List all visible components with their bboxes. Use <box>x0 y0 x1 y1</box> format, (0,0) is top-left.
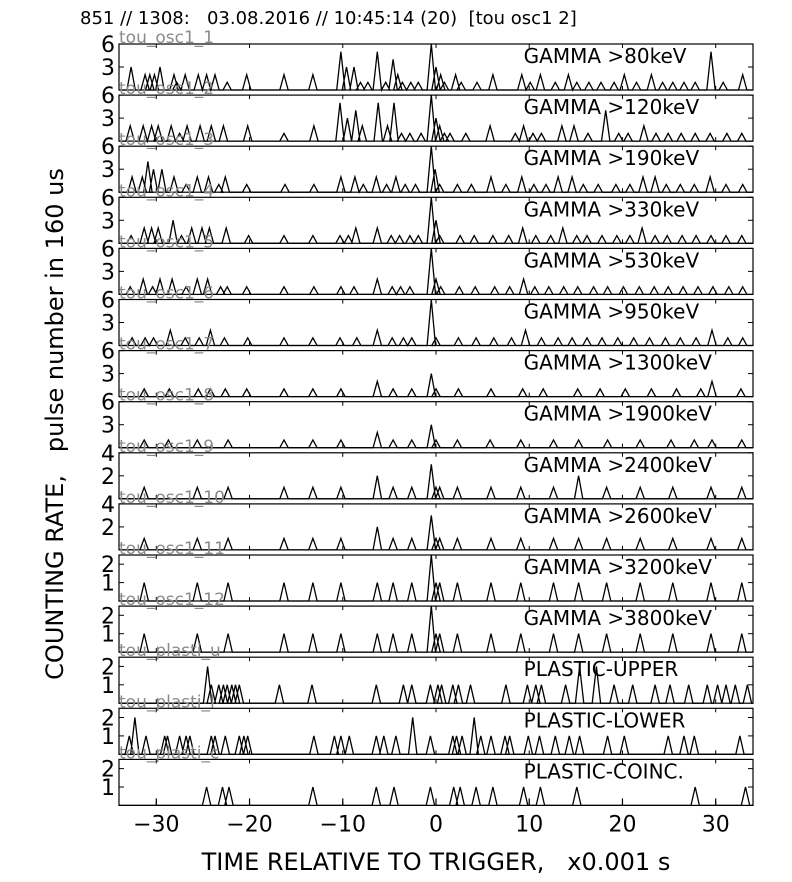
panel-channel-label: tou_plasti_l <box>119 692 215 713</box>
y-tick-label: 2 <box>101 515 115 541</box>
y-tick-label: 3 <box>101 158 115 184</box>
y-tick-label: 4 <box>101 441 115 467</box>
x-tick-label: 20 <box>608 812 637 838</box>
y-tick-label: 1 <box>101 724 115 750</box>
y-tick-label: 3 <box>101 311 115 337</box>
panel-energy-label: GAMMA >190keV <box>523 146 700 171</box>
panel-channel-label: tou_osc1_1 <box>119 28 215 48</box>
x-tick-label: 0 <box>429 812 443 838</box>
panel-channel-label: tou_osc1_2 <box>119 79 215 100</box>
y-tick-label: 6 <box>101 84 115 110</box>
panel-energy-label: GAMMA >3800keV <box>523 606 712 631</box>
panel-channel-label: tou_osc1_6 <box>119 283 215 304</box>
x-tick-label: 10 <box>515 812 544 838</box>
panel-energy-label: GAMMA >3200keV <box>523 555 712 579</box>
panel-channel-label: tou_osc1_10 <box>119 487 225 508</box>
y-tick-label: 6 <box>101 288 115 314</box>
y-tick-label: 6 <box>101 135 115 161</box>
x-tick-label: −20 <box>226 812 273 838</box>
panel-energy-label: GAMMA >2400keV <box>523 452 712 477</box>
panel-channel-label: tou_osc1_9 <box>119 436 215 457</box>
panel-channel-label: tou_osc1_7 <box>119 334 215 355</box>
panel-energy-label: GAMMA >950keV <box>523 299 700 324</box>
panel-channel-label: tou_plasti_u <box>119 641 221 662</box>
chart-header-title: 851 // 1308: 03.08.2016 // 10:45:14 (20) [tou osc1 2] <box>80 8 577 29</box>
panel-channel-label: tou_plasti_c <box>119 743 220 764</box>
y-tick-label: 2 <box>101 757 115 783</box>
y-tick-label: 6 <box>101 390 115 416</box>
panel-channel-label: tou_osc1_3 <box>119 130 215 151</box>
y-tick-label: 6 <box>101 237 115 263</box>
panel-energy-label: GAMMA >2600keV <box>523 503 712 528</box>
panel-channel-label: tou_osc1_4 <box>119 181 215 202</box>
x-tick-label: −30 <box>133 812 180 838</box>
panel-energy-label: GAMMA >1900keV <box>523 401 712 426</box>
y-tick-label: 2 <box>101 604 115 630</box>
y-tick-label: 3 <box>101 209 115 235</box>
y-tick-label: 1 <box>101 571 115 597</box>
panel-energy-label: PLASTIC-UPPER <box>523 657 679 682</box>
y-tick-label: 2 <box>101 464 115 490</box>
y-tick-label: 3 <box>101 107 115 133</box>
y-tick-label: 6 <box>101 186 115 212</box>
x-tick-label: −10 <box>319 812 366 838</box>
y-tick-label: 3 <box>101 56 115 81</box>
panel-energy-label: GAMMA >530keV <box>523 248 700 273</box>
y-axis-label: COUNTING RATE, pulse number in 160 us <box>41 168 69 680</box>
panel-energy-label: GAMMA >120keV <box>523 95 700 120</box>
x-tick-label: 30 <box>701 812 730 838</box>
y-tick-label: 3 <box>101 260 115 286</box>
panel-channel-label: tou_osc1_8 <box>119 385 215 406</box>
y-tick-label: 4 <box>101 492 115 518</box>
y-tick-label: 3 <box>101 413 115 439</box>
y-tick-label: 1 <box>101 622 115 648</box>
y-tick-label: 6 <box>101 339 115 365</box>
panel-energy-label: GAMMA >1300keV <box>523 350 712 375</box>
panel-energy-label: PLASTIC-LOWER <box>523 708 686 733</box>
y-tick-label: 2 <box>101 655 115 681</box>
y-tick-label: 6 <box>101 33 115 58</box>
panel-channel-label: tou_osc1_5 <box>119 232 215 253</box>
panel-channel-label: tou_osc1_11 <box>119 539 225 559</box>
panel-energy-label: PLASTIC-COINC. <box>523 759 684 784</box>
panel-channel-label: tou_osc1_12 <box>119 590 225 611</box>
y-tick-label: 2 <box>101 706 115 732</box>
panel-energy-label: GAMMA >80keV <box>523 44 687 68</box>
y-tick-label: 3 <box>101 362 115 388</box>
panel-energy-label: GAMMA >330keV <box>523 197 700 222</box>
x-axis-label: TIME RELATIVE TO TRIGGER, x0.001 s <box>201 848 671 876</box>
y-tick-label: 1 <box>101 673 115 699</box>
y-tick-label: 1 <box>101 776 115 801</box>
y-tick-label: 2 <box>101 553 115 579</box>
